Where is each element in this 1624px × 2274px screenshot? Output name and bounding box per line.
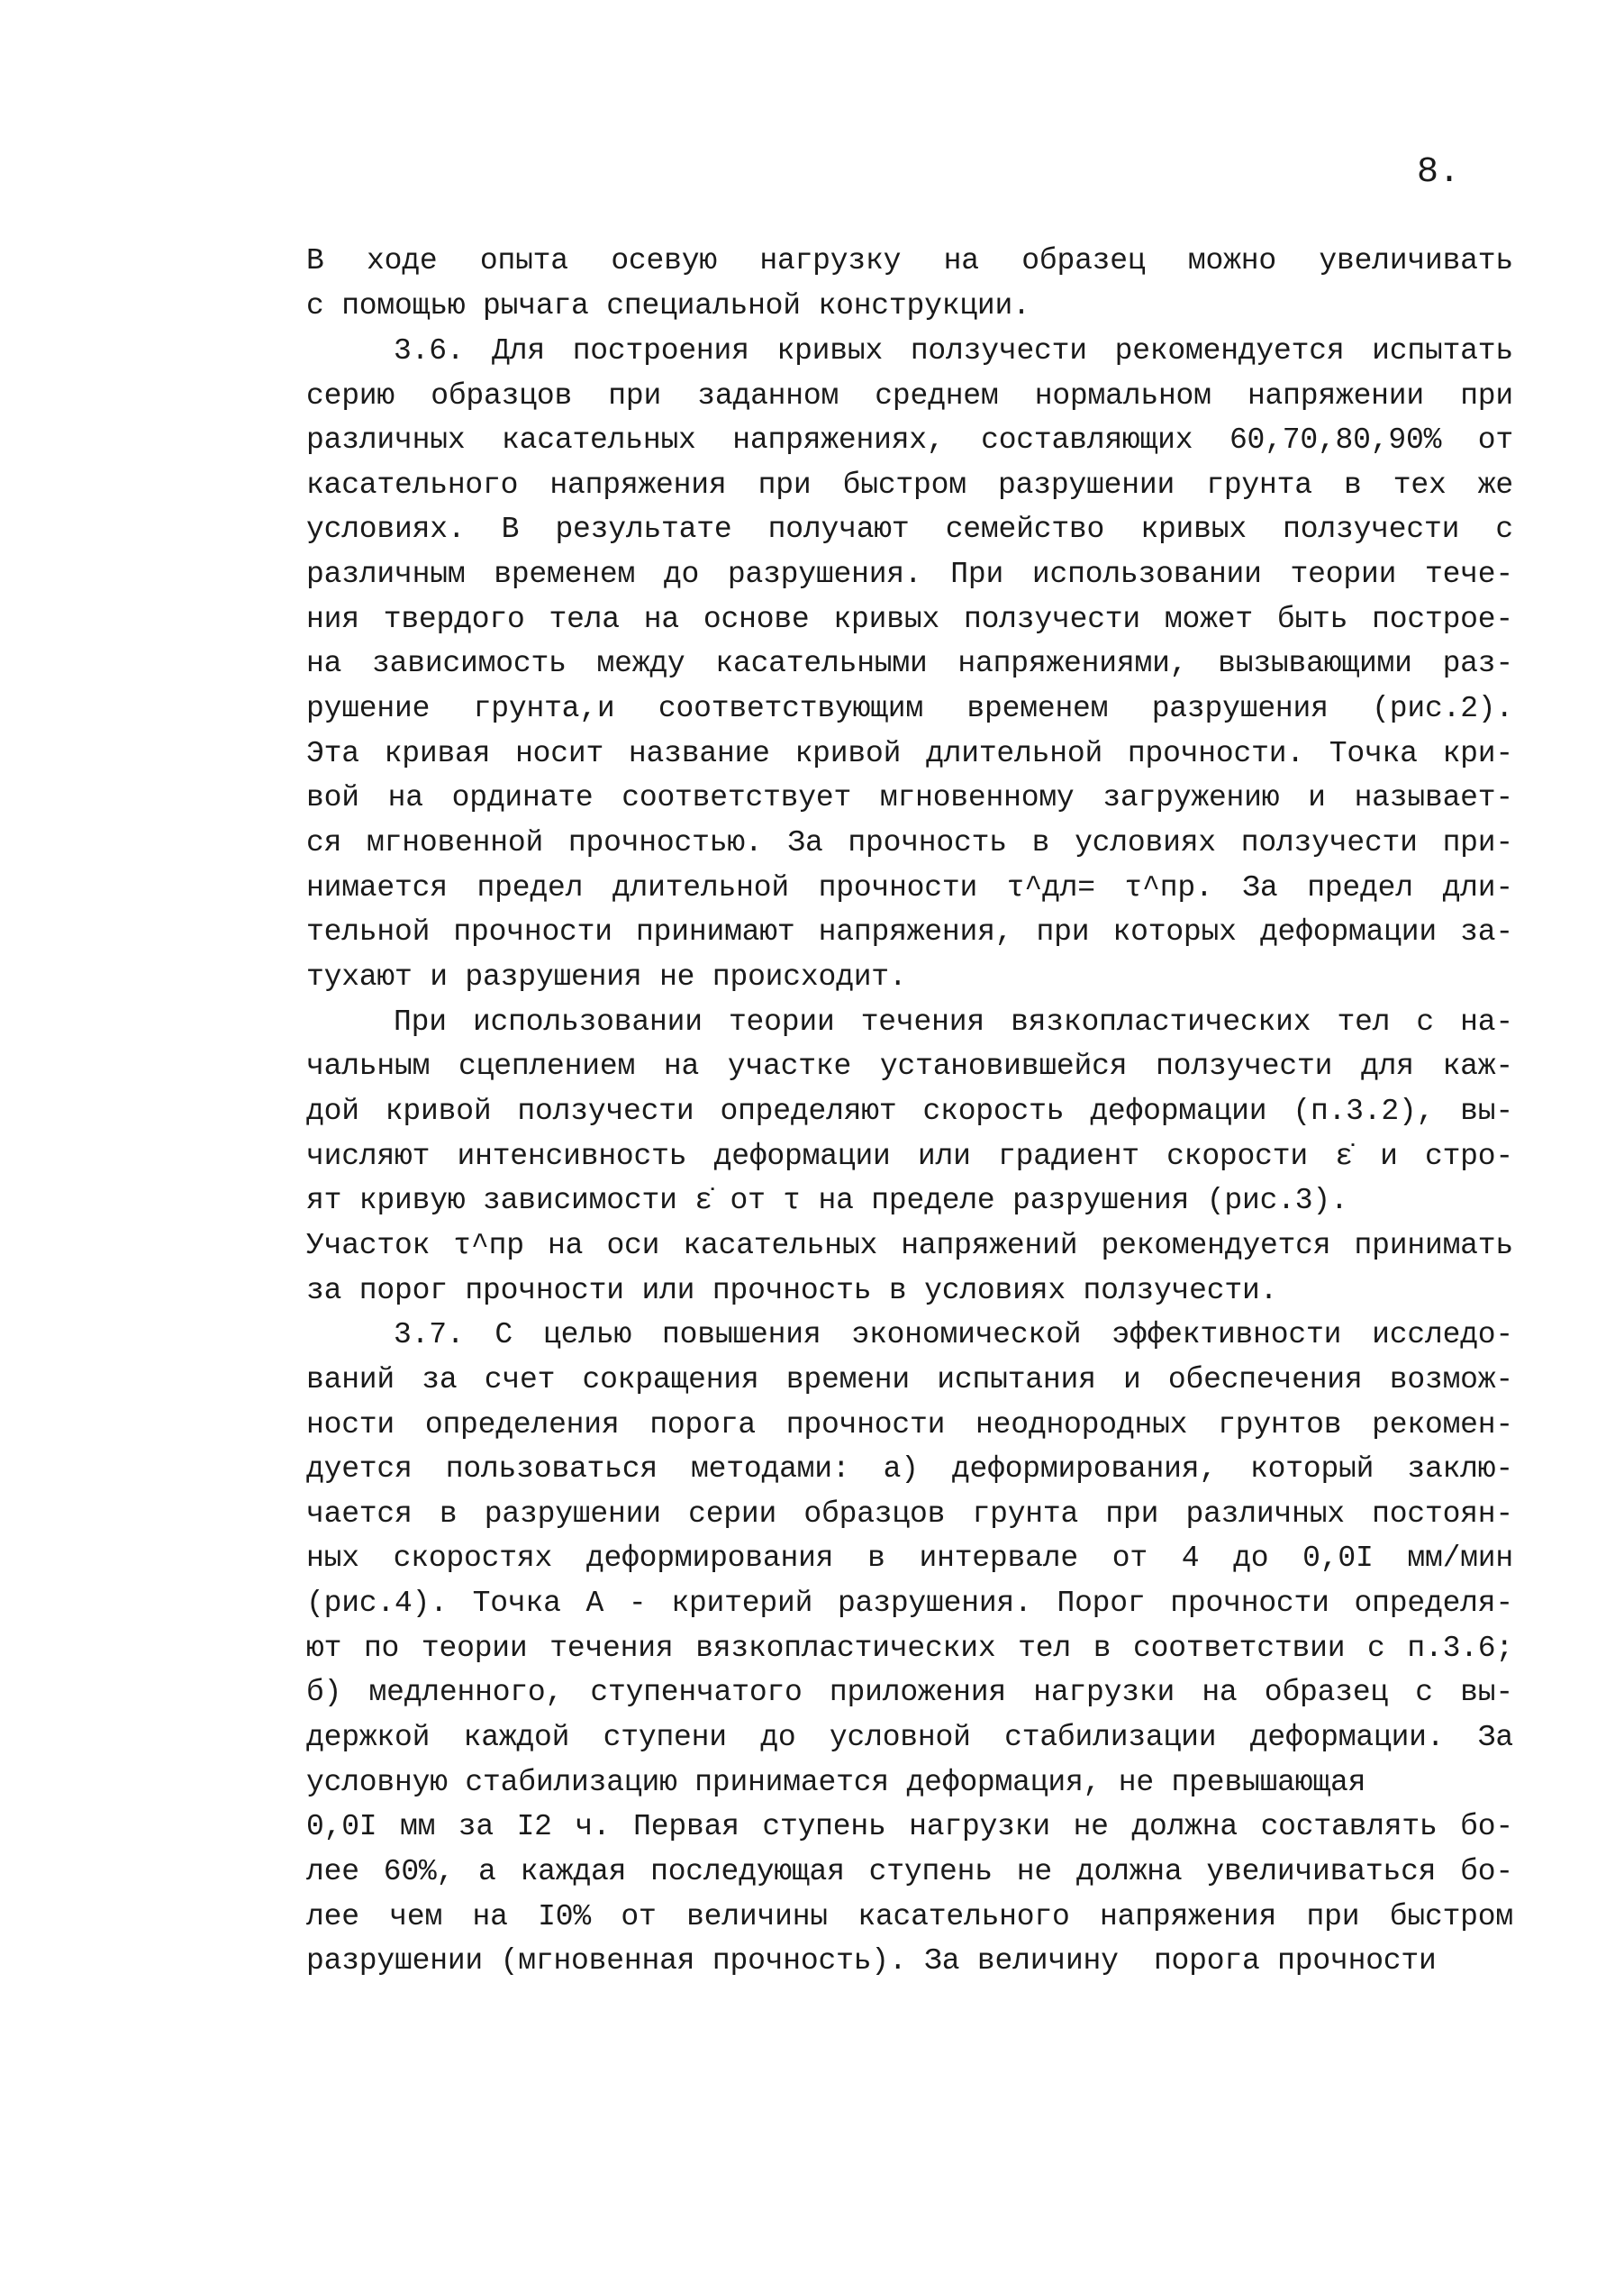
text-line-15: нимается предел длительной прочности τ^дл= τ^пр. За предел дли- xyxy=(306,871,1513,905)
text-line-24: за порог прочности или прочность в условиях ползучести. xyxy=(306,1274,1278,1307)
text-line-38: лее чем на I0% от величины касательного напряжения при быстром xyxy=(306,1900,1513,1933)
text-line-4: серию образцов при заданном среднем нормальном напряжении при xyxy=(306,379,1513,413)
text-line-26: ваний за счет сокращения времени испытания и обеспечения возмож- xyxy=(306,1363,1513,1396)
text-line-32: ют по теории течения вязкопластических тел в соответствии с п.3.6; xyxy=(306,1632,1513,1665)
text-line-11: рушение грунта,и соответствующим временем разрушения (рис.2). xyxy=(306,692,1513,725)
text-line-5: различных касательных напряжениях, составляющих 60,70,80,90% от xyxy=(306,423,1513,457)
text-line-14: ся мгновенной прочностью. За прочность в условиях ползучести при- xyxy=(306,826,1513,860)
text-line-30: ных скоростях деформирования в интервале от 4 до 0,0I мм/мин xyxy=(306,1542,1513,1575)
text-line-34: держкой каждой ступени до условной стабилизации деформации. За xyxy=(306,1721,1513,1754)
text-line-35: условную стабилизацию принимается деформация, не превышающая xyxy=(306,1766,1366,1799)
text-line-19: чальным сцеплением на участке установившейся ползучести для каж- xyxy=(306,1050,1513,1083)
text-line-12: Эта кривая носит название кривой длительной прочности. Точка кри- xyxy=(306,737,1513,770)
text-line-31: (рис.4). Точка А - критерий разрушения. Порог прочности определя- xyxy=(306,1587,1513,1620)
text-line-27: ности определения порога прочности неоднородных грунтов рекомен- xyxy=(306,1408,1513,1442)
text-line-39: разрушении (мгновенная прочность). За величину порога прочности xyxy=(306,1944,1437,1978)
page-number: 8. xyxy=(1417,152,1461,193)
text-line-13: вой на ординате соответствует мгновенному загружению и называет- xyxy=(306,781,1513,814)
text-line-23: Участок τ^пр на оси касательных напряжений рекомендуется принимать xyxy=(306,1229,1513,1262)
text-line-10: на зависимость между касательными напряжениями, вызывающими раз- xyxy=(306,647,1513,680)
text-line-29: чается в разрушении серии образцов грунта при различных постоян- xyxy=(306,1497,1513,1531)
text-line-25: 3.7. С целью повышения экономической эффективности исследо- xyxy=(394,1318,1513,1351)
text-line-28: дуется пользоваться методами: а) деформирования, который заклю- xyxy=(306,1452,1513,1486)
text-line-9: ния твердого тела на основе кривых ползучести может быть построе- xyxy=(306,603,1513,636)
text-line-8: различным временем до разрушения. При использовании теории тече- xyxy=(306,558,1513,591)
text-line-33: б) медленного, ступенчатого приложения нагрузки на образец с вы- xyxy=(306,1676,1513,1709)
text-line-1: В ходе опыта осевую нагрузку на образец можно увеличивать xyxy=(306,244,1513,277)
text-line-7: условиях. В результате получают семейство кривых ползучести с xyxy=(306,513,1513,546)
text-line-3: 3.6. Для построения кривых ползучести рекомендуется испытать xyxy=(394,334,1513,368)
text-line-20: дой кривой ползучести определяют скорость деформации (п.3.2), вы- xyxy=(306,1095,1513,1128)
text-line-18: При использовании теории течения вязкопластических тел с на- xyxy=(394,1005,1513,1039)
text-line-36: 0,0I мм за I2 ч. Первая ступень нагрузки не должна составлять бо- xyxy=(306,1810,1513,1843)
text-line-17: тухают и разрушения не происходит. xyxy=(306,960,907,994)
text-line-37: лее 60%, а каждая последующая ступень не должна увеличиваться бо- xyxy=(306,1855,1513,1888)
text-line-22: ят кривую зависимости ε̇ от τ на пределе разрушения (рис.3). xyxy=(306,1184,1348,1217)
text-line-2: с помощью рычага специальной конструкции. xyxy=(306,289,1030,323)
text-line-21: числяют интенсивность деформации или градиент скорости ε̇ и стро- xyxy=(306,1140,1513,1173)
text-line-16: тельной прочности принимают напряжения, при которых деформации за- xyxy=(306,915,1513,949)
text-line-6: касательного напряжения при быстром разрушении грунта в тех же xyxy=(306,468,1513,502)
